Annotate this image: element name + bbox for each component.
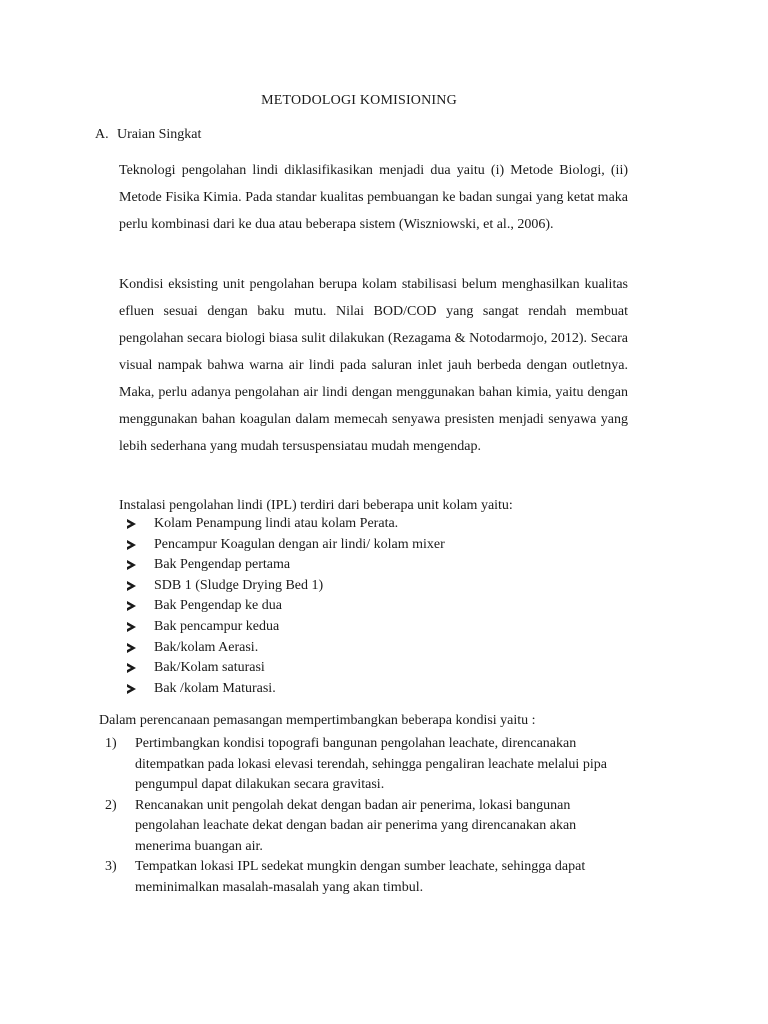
list-item bbox=[105, 734, 625, 796]
list-item-text: Bak Pengendap pertama bbox=[154, 557, 291, 573]
list-item-text: Bak /kolam Maturasi. bbox=[154, 680, 276, 696]
list-item bbox=[127, 535, 445, 556]
ipl-unit-list bbox=[127, 514, 445, 699]
list-item-text: Kolam Penampung lindi atau kolam Perata. bbox=[154, 516, 399, 531]
arrow-bullet-icon bbox=[127, 622, 136, 632]
arrow-bullet-icon bbox=[127, 560, 136, 570]
section-title: Uraian Singkat bbox=[117, 127, 202, 142]
section-number: A. bbox=[95, 127, 109, 142]
list-item-text: Bak Pengendap ke dua bbox=[154, 598, 282, 614]
list-item-text: Bak/kolam Aerasi. bbox=[154, 639, 259, 655]
list-item bbox=[127, 617, 445, 638]
list-item bbox=[105, 857, 625, 898]
list-item bbox=[127, 658, 445, 679]
paragraph-2: Kondisi eksisting unit pengolahan berupa kolam stabilisasi belum menghasilkan kualitas efluen sesuai dengan baku mutu. Nilai BOD/COD yang sangat rendah membuat pengolahan secara biologi biasa sulit dilakukan (Rezagama & Notodarmojo, 2012). Secara visual nampak bahwa warna air lindi pada saluran inlet jauh berbeda dengan outletnya. Maka, perlu adanya pengolahan air lindi dengan menggunakan bahan kimia, yaitu dengan menggunakan bahan koagulan dalam memecah senyawa presisten menjadi senyawa yang lebih sederhana yang mudah tersuspensiatau mudah mengendap. bbox=[119, 277, 628, 454]
list-item-text: Bak/Kolam saturasi bbox=[154, 660, 265, 676]
list-item bbox=[127, 596, 445, 617]
arrow-bullet-icon bbox=[127, 643, 136, 653]
document-title: METODOLOGI KOMISIONING bbox=[261, 93, 457, 108]
arrow-bullet-icon bbox=[127, 519, 136, 529]
arrow-bullet-icon bbox=[127, 581, 136, 591]
list-number: 1) bbox=[105, 736, 117, 751]
list-number: 3) bbox=[105, 859, 117, 874]
list-item-text: Pencampur Koagulan dengan air lindi/ kolam mixer bbox=[154, 536, 445, 552]
ipl-intro: Instalasi pengolahan lindi (IPL) terdiri dari beberapa unit kolam yaitu: bbox=[119, 498, 513, 513]
list-item bbox=[127, 576, 445, 597]
section-heading bbox=[95, 127, 201, 143]
list-item bbox=[127, 679, 445, 700]
list-item bbox=[127, 555, 445, 576]
arrow-bullet-icon bbox=[127, 601, 136, 611]
list-number: 2) bbox=[105, 797, 117, 813]
arrow-bullet-icon bbox=[127, 663, 136, 673]
list-item-text: Bak pencampur kedua bbox=[154, 618, 280, 634]
list-item bbox=[127, 638, 445, 659]
paragraph-1: Teknologi pengolahan lindi diklasifikasikan menjadi dua yaitu (i) Metode Biologi, (ii) Metode Fisika Kimia. Pada standar kualitas pembuangan ke badan sungai yang ketat maka perlu kombinasi dari ke dua atau beberapa sistem (Wiszniowski, et al., 2006). bbox=[119, 163, 628, 232]
arrow-bullet-icon bbox=[127, 540, 136, 550]
considerations-intro: Dalam perencanaan pemasangan mempertimbangkan beberapa kondisi yaitu : bbox=[99, 713, 536, 728]
list-item-text: SDB 1 (Sludge Drying Bed 1) bbox=[154, 577, 324, 593]
considerations-list bbox=[105, 734, 625, 898]
list-item bbox=[105, 796, 625, 858]
list-item-text: Tempatkan lokasi IPL sedekat mungkin dengan sumber leachate, sehingga dapat meminimalkan masalah-masalah yang akan timbul. bbox=[135, 859, 586, 895]
list-item-text: Rencanakan unit pengolah dekat dengan badan air penerima, lokasi bangunan pengolahan leachate dekat dengan badan air penerima yang direncanakan akan menerima buangan air. bbox=[135, 797, 577, 854]
arrow-bullet-icon bbox=[127, 684, 136, 694]
list-item bbox=[127, 514, 445, 535]
list-item-text: Pertimbangkan kondisi topografi bangunan pengolahan leachate, direncanakan ditempatkan pada lokasi elevasi terendah, sehingga pengaliran leachate melalui pipa pengumpul dapat dilakukan secara gravitasi. bbox=[135, 736, 607, 792]
